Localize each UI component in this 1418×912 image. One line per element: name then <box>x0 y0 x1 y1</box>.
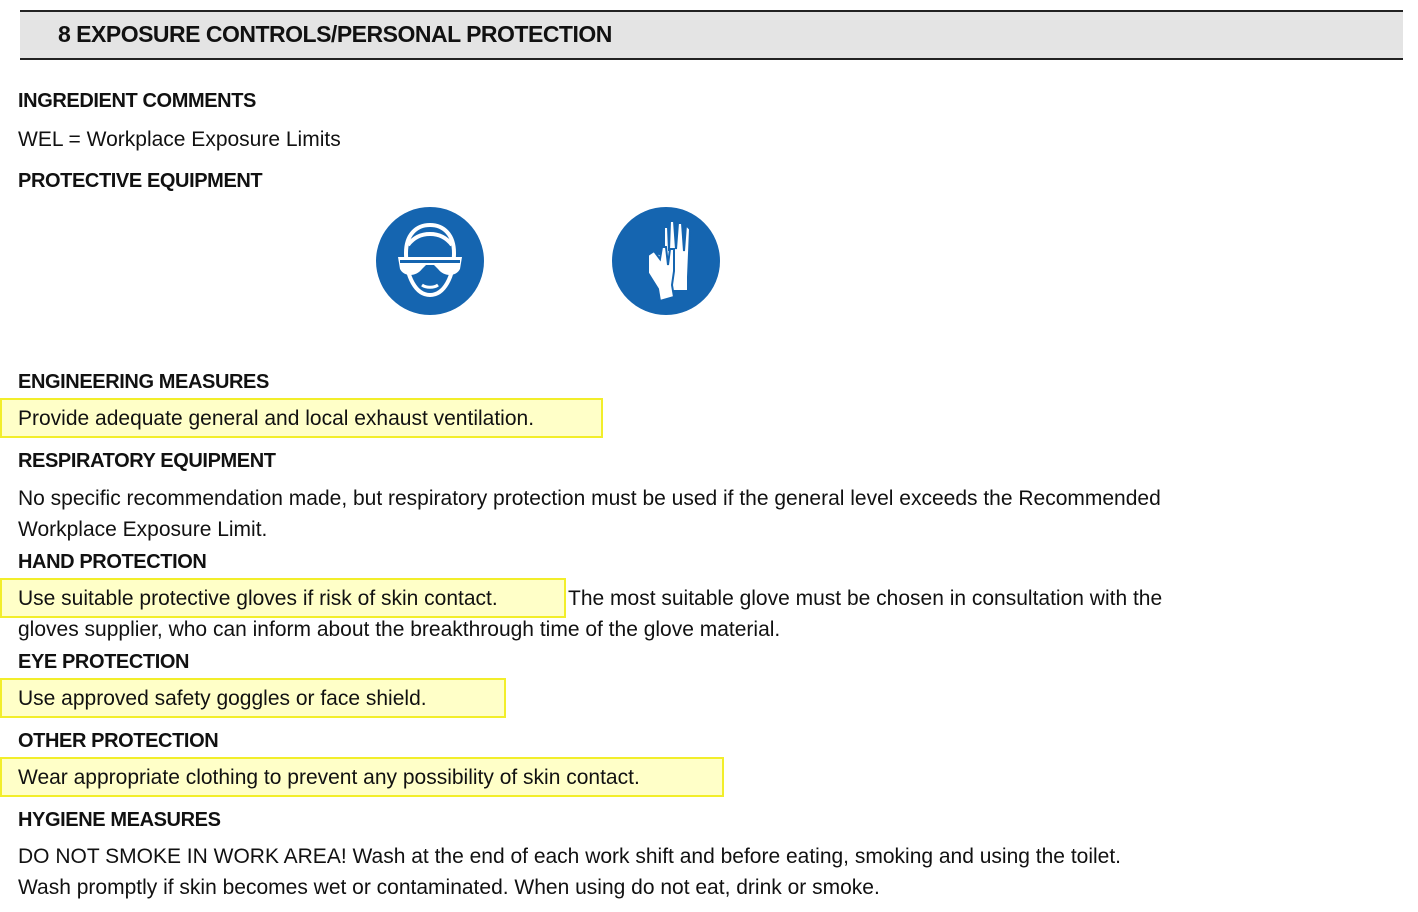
respiratory-line-1: No specific recommendation made, but respiratory protection must be used if the general level exceeds the Recommended <box>18 487 1161 510</box>
ingredient-comments-text: WEL = Workplace Exposure Limits <box>18 128 341 151</box>
section-title: 8 EXPOSURE CONTROLS/PERSONAL PROTECTION <box>58 21 612 47</box>
section-header-bar <box>20 10 1403 60</box>
respiratory-line-2: Workplace Exposure Limit. <box>18 518 268 541</box>
other-protection-text: Wear appropriate clothing to prevent any possibility of skin contact. <box>18 766 640 789</box>
protective-equipment-heading: PROTECTIVE EQUIPMENT <box>18 170 263 192</box>
ingredient-comments-heading: INGREDIENT COMMENTS <box>18 90 256 112</box>
hand-protection-line1-rest: The most suitable glove must be chosen in consultation with the <box>568 587 1163 610</box>
engineering-measures-heading: ENGINEERING MEASURES <box>18 371 269 393</box>
eye-protection-heading: EYE PROTECTION <box>18 651 190 673</box>
hygiene-line-1: DO NOT SMOKE IN WORK AREA! Wash at the end of each work shift and before eating, smoking and using the toilet. <box>18 845 1122 868</box>
goggles-face-icon <box>376 207 484 315</box>
hand-protection-heading: HAND PROTECTION <box>18 551 207 573</box>
other-protection-heading: OTHER PROTECTION <box>18 730 219 752</box>
hygiene-line-2: Wash promptly if skin becomes wet or contaminated. When using do not eat, drink or smoke. <box>18 876 880 899</box>
respiratory-equipment-heading: RESPIRATORY EQUIPMENT <box>18 450 276 472</box>
engineering-measures-text: Provide adequate general and local exhaust ventilation. <box>18 407 535 430</box>
hand-protection-highlight: Use suitable protective gloves if risk of skin contact. <box>18 587 498 610</box>
gloves-icon <box>612 207 720 315</box>
eye-protection-text: Use approved safety goggles or face shield. <box>18 687 427 710</box>
hygiene-measures-heading: HYGIENE MEASURES <box>18 809 221 831</box>
hand-protection-line-2: gloves supplier, who can inform about the breakthrough time of the glove material. <box>18 618 781 641</box>
